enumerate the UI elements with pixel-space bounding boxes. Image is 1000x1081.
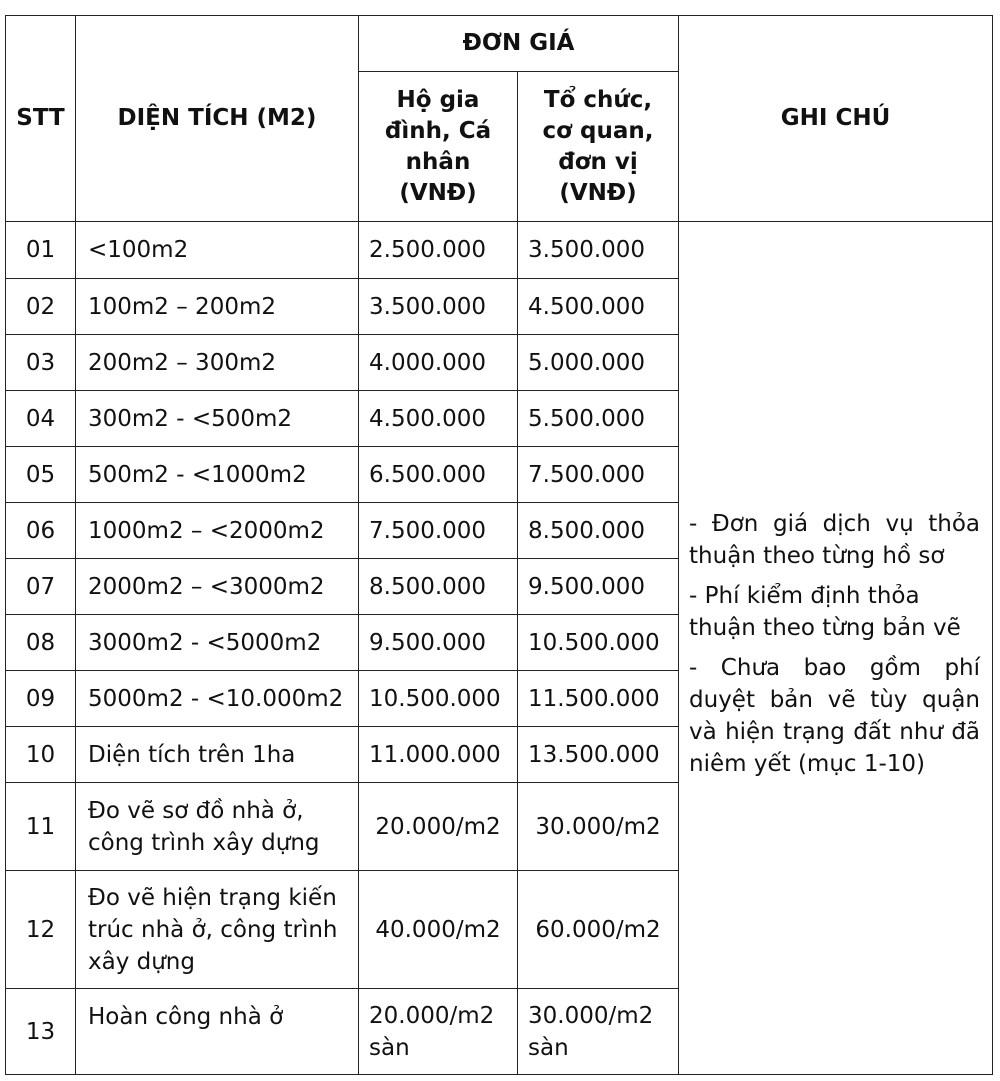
row-area: 300m2 - <500m2	[76, 391, 359, 447]
header-stt: STT	[6, 16, 76, 222]
row-price-household: 11.000.000	[359, 727, 518, 783]
row-price-organization: 8.500.000	[518, 503, 679, 559]
row-price-household: 4.500.000	[359, 391, 518, 447]
header-row-top	[6, 16, 993, 72]
notes-cell	[679, 222, 993, 1075]
row-area: 5000m2 - <10.000m2	[76, 671, 359, 727]
row-price-organization: 11.500.000	[518, 671, 679, 727]
header-ho-gia-dinh: Hộ gia đình, Cá nhân (VNĐ)	[359, 72, 518, 222]
row-area: 200m2 – 300m2	[76, 335, 359, 391]
header-dien-tich: DIỆN TÍCH (M2)	[76, 16, 359, 222]
row-stt: 08	[6, 615, 76, 671]
row-price-household: 8.500.000	[359, 559, 518, 615]
row-stt: 07	[6, 559, 76, 615]
row-price-organization: 3.500.000	[518, 222, 679, 279]
row-stt: 12	[6, 871, 76, 989]
row-stt: 13	[6, 989, 76, 1075]
row-stt: 04	[6, 391, 76, 447]
row-price-organization: 9.500.000	[518, 559, 679, 615]
row-price-organization: 5.500.000	[518, 391, 679, 447]
row-area: Diện tích trên 1ha	[76, 727, 359, 783]
row-stt: 11	[6, 783, 76, 871]
row-price-household: 20.000/m2 sàn	[359, 989, 518, 1075]
row-area: Đo vẽ sơ đồ nhà ở, công trình xây dựng	[76, 783, 359, 871]
row-area: 1000m2 – <2000m2	[76, 503, 359, 559]
header-ghi-chu: GHI CHÚ	[679, 16, 993, 222]
note-item: - Chưa bao gồm phí duyệt bản vẽ tùy quận và hiện trạng đất như đã niêm yết (mục 1-10)	[689, 655, 981, 777]
row-stt: 05	[6, 447, 76, 503]
row-price-household: 3.500.000	[359, 279, 518, 335]
header-to-chuc: Tổ chức, cơ quan, đơn vị (VNĐ)	[518, 72, 679, 222]
row-price-organization: 4.500.000	[518, 279, 679, 335]
row-price-household: 7.500.000	[359, 503, 518, 559]
row-stt: 09	[6, 671, 76, 727]
row-price-household: 6.500.000	[359, 447, 518, 503]
row-price-organization: 13.500.000	[518, 727, 679, 783]
row-area: 100m2 – 200m2	[76, 279, 359, 335]
row-price-household: 4.000.000	[359, 335, 518, 391]
row-price-household: 10.500.000	[359, 671, 518, 727]
row-stt: 02	[6, 279, 76, 335]
row-price-organization: 5.000.000	[518, 335, 679, 391]
row-price-organization: 7.500.000	[518, 447, 679, 503]
row-price-organization: 30.000/m2	[518, 783, 679, 871]
row-price-household: 2.500.000	[359, 222, 518, 279]
row-area: 500m2 - <1000m2	[76, 447, 359, 503]
row-stt: 10	[6, 727, 76, 783]
row-stt: 01	[6, 222, 76, 279]
row-area: Đo vẽ hiện trạng kiến trúc nhà ở, công trình xây dựng	[76, 871, 359, 989]
row-price-organization: 60.000/m2	[518, 871, 679, 989]
row-area: 3000m2 - <5000m2	[76, 615, 359, 671]
row-price-organization: 10.500.000	[518, 615, 679, 671]
price-table	[5, 15, 993, 1075]
header-don-gia: ĐƠN GIÁ	[359, 16, 679, 72]
row-price-household: 20.000/m2	[359, 783, 518, 871]
row-area: 2000m2 – <3000m2	[76, 559, 359, 615]
row-stt: 06	[6, 503, 76, 559]
row-price-organization: 30.000/m2 sàn	[518, 989, 679, 1075]
note-item: - Phí kiểm định thỏa thuận theo từng bản vẽ	[689, 583, 961, 641]
notes-list	[689, 508, 980, 780]
table-row	[6, 222, 993, 279]
row-area: Hoàn công nhà ở	[76, 989, 359, 1075]
row-stt: 03	[6, 335, 76, 391]
note-item: - Đơn giá dịch vụ thỏa thuận theo từng hồ sơ	[689, 511, 981, 569]
row-price-household: 9.500.000	[359, 615, 518, 671]
row-price-household: 40.000/m2	[359, 871, 518, 989]
row-area: <100m2	[76, 222, 359, 279]
